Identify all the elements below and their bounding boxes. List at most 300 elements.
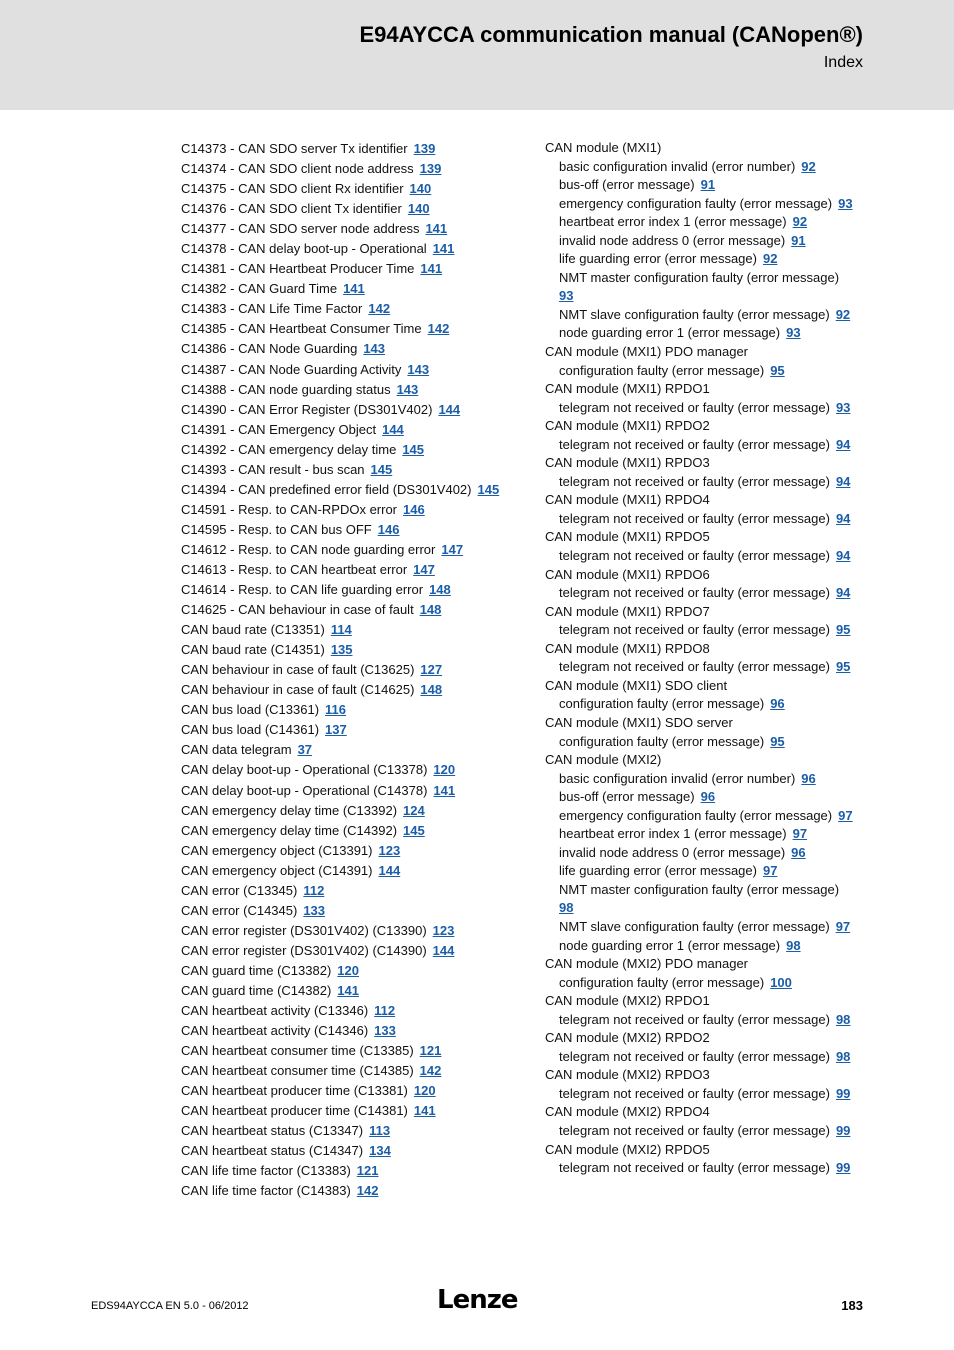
index-entry-text: CAN heartbeat producer time (C14381): [181, 1103, 408, 1119]
index-entry-text: C14382 - CAN Guard Time: [181, 281, 338, 297]
index-entry-text: C14614 - Resp. to CAN life guarding error: [181, 582, 424, 598]
index-entry-text: CAN baud rate (C14351): [181, 642, 325, 658]
index-entry-text: basic configuration invalid (error number): [559, 158, 796, 174]
index-entry-text: NMT master configuration faulty (error message): [559, 881, 840, 897]
index-entry: [545, 695, 853, 714]
index-entry: [181, 239, 499, 259]
page-link[interactable]: 112: [303, 882, 325, 898]
index-entry-text: C14373 - CAN SDO server Tx identifier: [181, 141, 408, 156]
page-link[interactable]: 144: [378, 862, 401, 878]
index-entry-text: node guarding error 1 (error message): [559, 937, 781, 953]
index-entry: [181, 801, 499, 821]
index-entry: [545, 232, 853, 251]
page-link[interactable]: 98: [559, 900, 574, 916]
index-entry: [545, 491, 853, 510]
page-link[interactable]: 148: [420, 682, 443, 698]
document-title: E94AYCCA communication manual (CANopen®): [359, 22, 863, 47]
index-entry-text: CAN baud rate (C13351): [181, 622, 325, 638]
index-entry-text: CAN module (MXI2) RPDO5: [545, 1141, 710, 1157]
index-entry-text: CAN module (MXI2) RPDO3: [545, 1067, 710, 1083]
index-entry: [181, 600, 499, 620]
index-entry-text: CAN heartbeat status (C14347): [181, 1143, 364, 1159]
index-entry: [545, 1141, 853, 1160]
index-entry: [545, 584, 853, 603]
index-entry-text: CAN module (MXI2) PDO manager: [545, 956, 749, 972]
index-entry: [545, 955, 853, 974]
index-entry: [181, 901, 499, 921]
index-entry-text: CAN module (MXI1) RPDO1: [545, 381, 710, 397]
index-entry: [181, 460, 499, 480]
index-entry-text: CAN module (MXI1) SDO server: [545, 714, 733, 730]
page-link[interactable]: 140: [409, 181, 432, 197]
index-entry-text: CAN life time factor (C14383): [181, 1183, 351, 1199]
index-entry-text: CAN heartbeat consumer time (C14385): [181, 1063, 414, 1079]
index-entry: [181, 279, 499, 299]
page-link[interactable]: 142: [356, 1183, 379, 1199]
page-number: 183: [841, 1298, 863, 1313]
index-entry: [545, 992, 853, 1011]
index-entry-text: CAN error register (DS301V402) (C14390): [181, 942, 427, 958]
section-title: Index: [823, 54, 863, 71]
index-entry: [181, 1121, 499, 1141]
page-link[interactable]: 120: [433, 762, 456, 778]
index-entry: [181, 339, 499, 359]
index-entry: [181, 420, 499, 440]
index-entry-text: emergency configuration faulty (error message): [559, 807, 833, 823]
page-link[interactable]: 139: [419, 161, 442, 177]
index-entry: [181, 1021, 499, 1041]
index-entry-text: CAN error (C14345): [181, 902, 298, 918]
page-link[interactable]: 146: [377, 521, 400, 537]
index-entry: [545, 380, 853, 399]
index-entry-text: life guarding error (error message): [559, 863, 757, 879]
index-entry-text: C14613 - Resp. to CAN heartbeat error: [181, 561, 408, 577]
page-link[interactable]: 141: [420, 261, 443, 277]
page-link[interactable]: 140: [407, 201, 430, 217]
index-entry: [545, 807, 853, 826]
page-link[interactable]: 141: [413, 1103, 436, 1119]
page-link[interactable]: 123: [432, 922, 455, 938]
index-entry: [181, 360, 499, 380]
index-entry: [181, 580, 499, 600]
page-link[interactable]: 97: [838, 807, 853, 823]
index-entry: [545, 213, 853, 232]
page-link[interactable]: 100: [770, 974, 792, 990]
page-link[interactable]: 37: [297, 742, 313, 758]
page-link[interactable]: 97: [762, 863, 778, 879]
index-entry: [181, 881, 499, 901]
page-link[interactable]: 99: [835, 1122, 851, 1138]
index-entry: [545, 751, 853, 770]
index-entry: [545, 1103, 853, 1122]
page-link[interactable]: 141: [433, 782, 456, 798]
index-entry-text: configuration faulty (error message): [559, 696, 765, 712]
index-entry: [545, 1085, 853, 1104]
page-link[interactable]: 93: [559, 288, 574, 304]
index-entry-text: C14376 - CAN SDO client Tx identifier: [181, 201, 402, 217]
index-entry: [181, 1001, 499, 1021]
index-entry: [545, 528, 853, 547]
index-entry: [181, 480, 499, 500]
index-entry: [181, 941, 499, 961]
page-link[interactable]: 98: [835, 1011, 851, 1027]
page-link[interactable]: 96: [801, 770, 816, 786]
index-entry: [181, 159, 499, 179]
page-link[interactable]: 94: [835, 436, 851, 452]
index-entry-text: telegram not received or faulty (error message): [559, 1160, 830, 1176]
index-entry-text: bus-off (error message): [559, 177, 695, 193]
page-link[interactable]: 143: [396, 381, 419, 397]
index-entry: [545, 1011, 853, 1030]
index-entry: [545, 881, 853, 900]
index-entry: [545, 658, 853, 677]
index-entry: [181, 259, 499, 279]
index-entry-text: telegram not received or faulty (error message): [559, 1122, 830, 1138]
index-entry: [181, 1181, 499, 1201]
page-link[interactable]: 95: [835, 659, 851, 675]
page-link[interactable]: 144: [382, 421, 404, 437]
page-link[interactable]: 147: [441, 541, 464, 557]
page-link[interactable]: 141: [432, 241, 455, 257]
index-entry: [181, 841, 499, 861]
page-link[interactable]: 133: [374, 1023, 396, 1039]
index-entry: [545, 640, 853, 659]
index-entry-text: heartbeat error index 1 (error message): [559, 214, 787, 230]
index-entry-text: NMT master configuration faulty (error message): [559, 269, 840, 285]
page-link[interactable]: 143: [407, 361, 430, 377]
index-entry-text: C14393 - CAN result - bus scan: [181, 461, 365, 477]
index-entry: [181, 680, 499, 700]
page-link[interactable]: 92: [762, 251, 778, 267]
index-entry-text: C14375 - CAN SDO client Rx identifier: [181, 181, 404, 197]
page-link[interactable]: 145: [402, 441, 425, 457]
index-entry: [181, 1101, 499, 1121]
page-link[interactable]: 147: [413, 561, 435, 577]
page-link[interactable]: 123: [378, 842, 401, 858]
index-entry: [545, 974, 853, 993]
index-entry-text: CAN emergency object (C14391): [181, 862, 373, 878]
page-link[interactable]: 133: [303, 902, 326, 918]
index-entry-text: NMT slave configuration faulty (error message): [559, 306, 830, 322]
index-entry: [545, 788, 853, 807]
index-entry: [181, 1061, 499, 1081]
page-link[interactable]: 94: [835, 510, 851, 526]
index-entry: [181, 299, 499, 319]
index-entry: [181, 660, 499, 680]
index-entry-text: telegram not received or faulty (error message): [559, 622, 830, 638]
index-entry-text: CAN module (MXI1) SDO client: [545, 677, 728, 693]
index-entry-text: life guarding error (error message): [559, 251, 757, 267]
page-link[interactable]: 145: [370, 461, 393, 477]
index-entry: [181, 400, 499, 420]
index-entry-text: CAN emergency delay time (C13392): [181, 802, 398, 818]
index-entry-text: CAN guard time (C14382): [181, 982, 332, 998]
page-link[interactable]: 94: [835, 585, 851, 601]
page-link[interactable]: 142: [419, 1063, 442, 1079]
index-entry: [545, 937, 853, 956]
index-entry-text: C14387 - CAN Node Guarding Activity: [181, 361, 402, 377]
index-entry-text: NMT slave configuration faulty (error message): [559, 918, 830, 934]
page-link[interactable]: 96: [700, 789, 716, 805]
page-link[interactable]: 96: [770, 696, 785, 712]
index-entry-text: CAN module (MXI1) RPDO5: [545, 529, 710, 545]
page-link[interactable]: 141: [343, 281, 365, 297]
index-column-right: [545, 139, 853, 1178]
page-link[interactable]: 120: [413, 1083, 436, 1099]
page-link[interactable]: 143: [363, 341, 386, 357]
page-link[interactable]: 141: [425, 221, 448, 237]
index-entry-text: emergency configuration faulty (error message): [559, 195, 833, 211]
index-entry-text: CAN behaviour in case of fault (C13625): [181, 662, 415, 678]
index-entry-text: CAN error register (DS301V402) (C13390): [181, 922, 427, 938]
index-entry-text: telegram not received or faulty (error message): [559, 659, 830, 675]
index-entry-text: C14388 - CAN node guarding status: [181, 381, 391, 397]
page-link[interactable]: 99: [835, 1160, 851, 1176]
index-entry-text: CAN heartbeat activity (C13346): [181, 1003, 369, 1019]
page-link[interactable]: 114: [330, 622, 352, 638]
page-link[interactable]: 94: [835, 473, 851, 489]
index-entry-text: telegram not received or faulty (error message): [559, 1085, 830, 1101]
index-entry-text: C14381 - CAN Heartbeat Producer Time: [181, 261, 415, 277]
page-link[interactable]: 98: [835, 1048, 851, 1064]
index-entry-text: CAN module (MXI1) RPDO2: [545, 418, 710, 434]
index-entry-text: CAN emergency delay time (C14392): [181, 822, 398, 838]
index-entry-text: C14385 - CAN Heartbeat Consumer Time: [181, 321, 422, 337]
page-link[interactable]: 137: [325, 722, 347, 738]
index-entry-text: CAN module (MXI1) PDO manager: [545, 344, 749, 360]
index-entry-text: CAN guard time (C13382): [181, 962, 332, 978]
index-entry: [181, 861, 499, 881]
index-entry: [545, 399, 853, 418]
index-entry-text: C14383 - CAN Life Time Factor: [181, 301, 363, 317]
index-entry-text: node guarding error 1 (error message): [559, 325, 781, 341]
page-link[interactable]: 96: [791, 844, 806, 860]
index-entry: [181, 440, 499, 460]
index-entry-text: bus-off (error message): [559, 789, 695, 805]
index-entry: [545, 566, 853, 585]
page-link[interactable]: 97: [835, 918, 851, 934]
page-link[interactable]: 121: [419, 1043, 442, 1059]
index-entry-text: CAN module (MXI2): [545, 752, 662, 768]
index-entry: [545, 454, 853, 473]
index-entry: [545, 714, 853, 733]
index-entry: [545, 324, 853, 343]
page-link[interactable]: 95: [770, 733, 785, 749]
index-entry-text: telegram not received or faulty (error message): [559, 436, 830, 452]
index-entry: [545, 733, 853, 752]
index-entry-text: CAN heartbeat consumer time (C13385): [181, 1043, 414, 1059]
page-link[interactable]: 135: [330, 642, 353, 658]
page-link[interactable]: 92: [835, 306, 851, 322]
page-link[interactable]: 127: [420, 662, 443, 678]
page-link[interactable]: 124: [403, 802, 425, 818]
page-link[interactable]: 95: [770, 362, 785, 378]
index-entry: [181, 921, 499, 941]
page-link[interactable]: 145: [403, 822, 425, 838]
index-entry: [545, 1159, 853, 1178]
index-entry: [545, 417, 853, 436]
index-entry-text: invalid node address 0 (error message): [559, 844, 786, 860]
page-link[interactable]: 139: [413, 141, 436, 156]
index-entry: [545, 677, 853, 696]
page-link[interactable]: 94: [835, 548, 851, 564]
index-entry: [181, 740, 499, 760]
index-entry: [181, 380, 499, 400]
page-link[interactable]: 145: [477, 481, 500, 497]
index-entry: [545, 362, 853, 381]
index-entry-text: C14390 - CAN Error Register (DS301V402): [181, 401, 433, 417]
index-entry-text: CAN delay boot-up - Operational (C14378): [181, 782, 428, 798]
index-entry: [181, 720, 499, 740]
index-entry-text: CAN module (MXI1): [545, 140, 662, 155]
index-entry: [545, 176, 853, 195]
lenze-logo: Lenze: [437, 1285, 518, 1315]
index-entry: [181, 961, 499, 981]
index-entry: [545, 195, 853, 214]
page-link[interactable]: 113: [369, 1123, 391, 1139]
index-entry: [545, 1029, 853, 1048]
index-entry-text: CAN life time factor (C13383): [181, 1163, 351, 1179]
index-entry: [545, 1066, 853, 1085]
index-entry: [181, 620, 499, 640]
page-link[interactable]: 95: [835, 622, 851, 638]
index-entry: [181, 319, 499, 339]
index-entry-text: C14612 - Resp. to CAN node guarding error: [181, 541, 436, 557]
index-entry: [181, 1041, 499, 1061]
index-entry-text: CAN behaviour in case of fault (C14625): [181, 682, 415, 698]
index-entry-text: CAN delay boot-up - Operational (C13378): [181, 762, 428, 778]
index-entry: [181, 781, 499, 801]
index-entry-text: configuration faulty (error message): [559, 733, 765, 749]
index-entry-text: CAN module (MXI1) RPDO4: [545, 492, 710, 508]
index-entry-text: telegram not received or faulty (error message): [559, 473, 830, 489]
page-link[interactable]: 116: [325, 702, 347, 718]
index-entry: [545, 139, 853, 158]
index-entry-text: CAN bus load (C14361): [181, 722, 320, 738]
index-entry: [545, 510, 853, 529]
page-link[interactable]: 93: [838, 195, 853, 211]
page-link[interactable]: 91: [700, 177, 716, 193]
page-link[interactable]: 120: [337, 962, 359, 978]
page-link[interactable]: 93: [835, 399, 851, 415]
index-entry: [181, 179, 499, 199]
page-link[interactable]: 91: [791, 232, 806, 248]
page-link[interactable]: 92: [801, 158, 816, 174]
page-link[interactable]: 148: [429, 582, 451, 598]
index-entry: [545, 621, 853, 640]
index-entry: [181, 821, 499, 841]
index-entry: [181, 700, 499, 720]
index-entry: [545, 1048, 853, 1067]
index-entry: [545, 306, 853, 325]
index-entry-text: CAN module (MXI1) RPDO7: [545, 603, 710, 619]
index-entry-text: C14386 - CAN Node Guarding: [181, 341, 358, 357]
index-entry: [181, 139, 499, 159]
index-entry: [181, 199, 499, 219]
index-entry-text: configuration faulty (error message): [559, 974, 765, 990]
index-entry: [545, 825, 853, 844]
page-header: [0, 0, 954, 110]
index-entry: [545, 269, 853, 288]
page-link[interactable]: 97: [792, 826, 808, 842]
document-id: EDS94AYCCA EN 5.0 - 06/2012: [91, 1300, 249, 1312]
index-entry-text: CAN module (MXI1) RPDO8: [545, 640, 710, 656]
index-entry-text: invalid node address 0 (error message): [559, 232, 786, 248]
index-entry: [181, 640, 499, 660]
index-entry-text: C14391 - CAN Emergency Object: [181, 421, 377, 437]
page-link[interactable]: 134: [369, 1143, 391, 1159]
page-link[interactable]: 121: [356, 1163, 379, 1179]
page-link[interactable]: 92: [792, 214, 808, 230]
index-entry-text: heartbeat error index 1 (error message): [559, 826, 787, 842]
index-entry-text: CAN error (C13345): [181, 882, 298, 898]
index-entry: [545, 844, 853, 863]
index-entry: [545, 287, 853, 306]
index-entry: [545, 158, 853, 177]
index-entry-text: CAN heartbeat activity (C14346): [181, 1023, 369, 1039]
index-entry: [181, 981, 499, 1001]
index-entry: [181, 500, 499, 520]
index-entry-text: telegram not received or faulty (error message): [559, 1048, 830, 1064]
index-entry-text: CAN module (MXI2) RPDO1: [545, 993, 710, 1009]
page-link[interactable]: 112: [374, 1003, 396, 1019]
page-link[interactable]: 144: [432, 942, 455, 958]
index-entry: [545, 436, 853, 455]
index-entry-text: telegram not received or faulty (error message): [559, 548, 830, 564]
index-entry: [181, 520, 499, 540]
page-link[interactable]: 141: [337, 982, 359, 998]
index-entry: [181, 1141, 499, 1161]
index-entry-text: telegram not received or faulty (error message): [559, 585, 830, 601]
index-entry-text: telegram not received or faulty (error message): [559, 510, 830, 526]
index-entry-text: C14374 - CAN SDO client node address: [181, 161, 414, 177]
index-entry: [181, 540, 499, 560]
page-link[interactable]: 142: [368, 301, 391, 317]
index-entry: [545, 862, 853, 881]
index-entry: [181, 1081, 499, 1101]
index-entry: [181, 1161, 499, 1181]
page-link[interactable]: 142: [427, 321, 450, 337]
index-entry-text: CAN data telegram: [181, 742, 292, 758]
page-link[interactable]: 148: [419, 602, 442, 618]
index-entry: [181, 760, 499, 780]
index-column-left: [181, 139, 499, 1201]
index-entry-text: C14591 - Resp. to CAN-RPDOx error: [181, 501, 398, 517]
index-entry: [181, 219, 499, 239]
page-link[interactable]: 146: [403, 501, 425, 517]
index-entry-text: C14378 - CAN delay boot-up - Operational: [181, 241, 427, 257]
index-entry: [545, 473, 853, 492]
page-link[interactable]: 144: [438, 401, 461, 417]
index-entry-text: C14392 - CAN emergency delay time: [181, 441, 397, 457]
index-entry-text: basic configuration invalid (error number): [559, 770, 796, 786]
index-entry: [545, 547, 853, 566]
index-entry-text: CAN heartbeat producer time (C13381): [181, 1083, 408, 1099]
index-entry: [545, 603, 853, 622]
index-entry-text: CAN module (MXI1) RPDO6: [545, 566, 710, 582]
page-link[interactable]: 98: [786, 937, 801, 953]
index-entry-text: CAN module (MXI2) RPDO4: [545, 1104, 710, 1120]
index-entry-text: C14394 - CAN predefined error field (DS301V402): [181, 481, 472, 497]
index-entry: [545, 1122, 853, 1141]
index-entry: [181, 560, 499, 580]
index-entry-text: C14377 - CAN SDO server node address: [181, 221, 420, 237]
page-link[interactable]: 99: [835, 1085, 851, 1101]
index-entry-text: CAN bus load (C13361): [181, 702, 320, 718]
page-link[interactable]: 93: [786, 325, 801, 341]
index-entry-text: CAN module (MXI2) RPDO2: [545, 1030, 710, 1046]
index-entry-text: telegram not received or faulty (error message): [559, 399, 830, 415]
